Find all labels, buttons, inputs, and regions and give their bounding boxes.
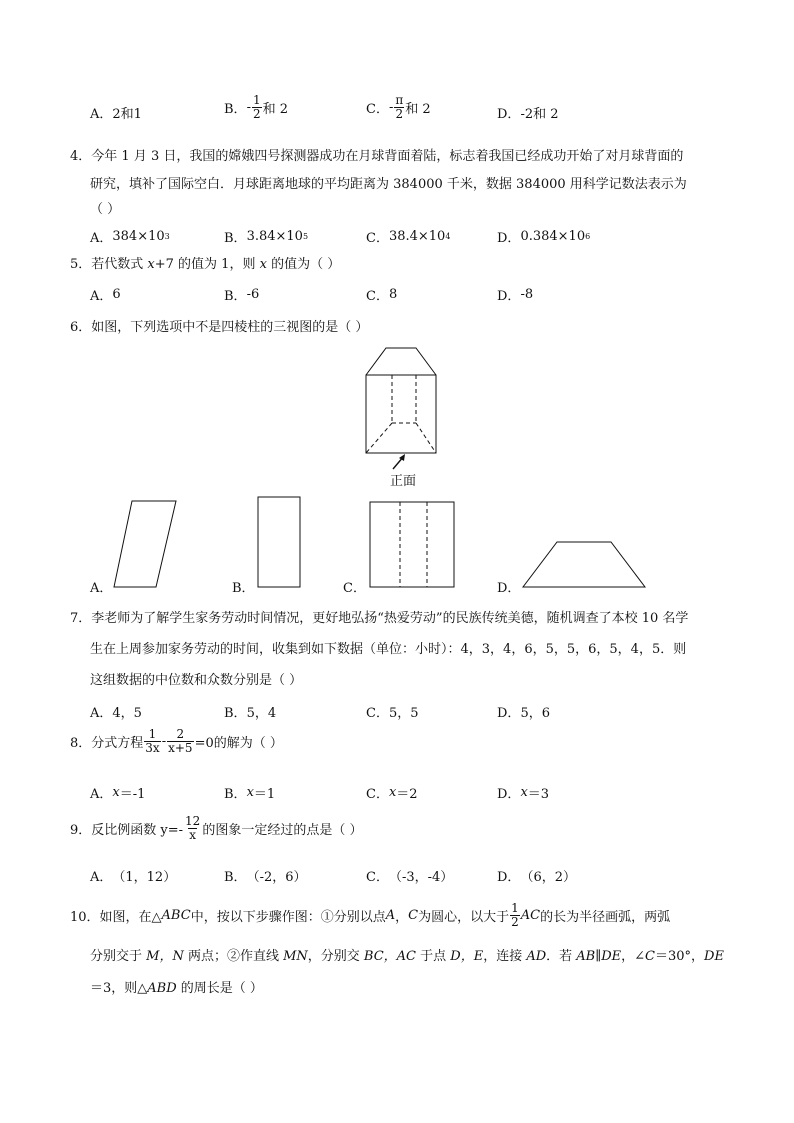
- q8-option-c[interactable]: C． x ＝2: [366, 785, 418, 802]
- q3-option-d[interactable]: D． -2和 2: [497, 107, 559, 122]
- q3-option-a[interactable]: A． 2和1: [90, 107, 142, 122]
- q7-stem-line-2: 生在上周参加家务劳动的时间，收集到如下数据（单位：小时）：4，3，4，6，5，5，6，5，4，5．则: [90, 642, 687, 657]
- q9-option-b[interactable]: B． （-2，6）: [224, 870, 307, 885]
- q4-option-b[interactable]: B． 3.84×10 5: [224, 229, 309, 246]
- q7-stem-line-1: 7．李老师为了解学生家务劳动时间情况，更好地弘扬“热爱劳动”的民族传统美德，随机调查了本校 10 名学: [70, 611, 689, 626]
- fraction: $\frac{12}{x}$: [185, 814, 201, 842]
- q4-option-c[interactable]: C． 38.4×10 4: [366, 229, 451, 246]
- q9-option-d[interactable]: D． （6，2）: [497, 870, 576, 885]
- q4-stem-line-1: 4．今年 1 月 3 日，我国的嫦娥四号探测器成功在月球背面着陆，标志着我国已经成功开始了对月球背面的: [70, 149, 684, 164]
- q10-stem-line-3: ＝3，则△ABD 的周长是（ ）: [90, 981, 263, 996]
- q4-option-a[interactable]: A． 384×10 3: [90, 229, 170, 246]
- prism-figure: [360, 343, 440, 461]
- q6-option-a-parallelogram: [112, 499, 182, 589]
- q6-option-c-rectangle-dashed: [368, 500, 456, 589]
- q10-stem-line-1: 10．如图，在△ ABC 中，按以下步骤作图：①分别以点 A ， C 为圆心，以大于 $\frac{1}{2}$ AC 的长为半径画弧，两弧: [70, 901, 671, 929]
- fraction: $\frac{\pi}{2}$: [395, 93, 404, 121]
- q8-option-d[interactable]: D． x ＝3: [497, 785, 550, 802]
- front-arrow-icon: [390, 452, 410, 472]
- q6-option-d-trapezoid: [519, 540, 649, 589]
- q5-option-a[interactable]: A． 6: [90, 287, 121, 304]
- q5-option-b[interactable]: B． -6: [224, 287, 260, 304]
- q9-option-a[interactable]: A． （1，12）: [90, 870, 177, 885]
- fraction: $\frac{2}{x+5}$: [168, 727, 193, 755]
- q5-option-d[interactable]: D． -8: [497, 287, 534, 304]
- q8-option-a[interactable]: A． x ＝-1: [90, 785, 146, 802]
- q3-option-b[interactable]: B． - $\frac{1}{2}$ 和 2: [224, 93, 289, 121]
- q7-option-d[interactable]: D． 5，6: [497, 706, 550, 721]
- q7-option-a[interactable]: A． 4，5: [90, 706, 142, 721]
- fraction: $\frac{1}{3x}$: [145, 727, 160, 755]
- q4-stem-line-3: （ ）: [90, 202, 121, 217]
- q8-option-b[interactable]: B． x ＝1: [224, 785, 276, 802]
- q6-stem: 6．如图，下列选项中不是四棱柱的三视图的是（ ）: [70, 320, 369, 335]
- q5-stem: 5．若代数式 x+7 的值为 1，则 x 的值为（ ）: [70, 257, 341, 272]
- q9-stem: 9．反比例函数 y=- $\frac{12}{x}$ 的图象一定经过的点是（ ）: [70, 814, 363, 842]
- fraction: $\frac{1}{2}$: [252, 93, 261, 121]
- q6-option-b[interactable]: B．: [232, 581, 255, 596]
- q6-option-a[interactable]: A．: [90, 581, 113, 596]
- front-label: 正面: [390, 474, 417, 489]
- q6-option-b-rectangle: [256, 495, 302, 589]
- q7-stem-line-3: 这组数据的中位数和众数分别是（ ）: [90, 673, 303, 688]
- q3-option-c[interactable]: C． - $\frac{\pi}{2}$ 和 2: [366, 93, 431, 121]
- q9-option-c[interactable]: C． （-3，-4）: [366, 870, 454, 885]
- q10-stem-line-2: 分别交于 M，N 两点；②作直线 MN，分别交 BC，AC 于点 D，E，连接 AD．若 AB∥DE，∠C＝30°，DE: [90, 949, 724, 964]
- q6-option-d[interactable]: D．: [497, 581, 521, 596]
- q7-option-c[interactable]: C． 5，5: [366, 706, 419, 721]
- q6-option-c[interactable]: C．: [343, 581, 366, 596]
- q4-stem-line-2: 研究，填补了国际空白．月球距离地球的平均距离为 384000 千米，数据 384000 用科学记数法表示为: [90, 177, 687, 192]
- q5-option-c[interactable]: C． 8: [366, 287, 398, 304]
- q4-option-d[interactable]: D． 0.384×10 6: [497, 229, 591, 246]
- q7-option-b[interactable]: B． 5，4: [224, 706, 277, 721]
- q8-stem: 8．分式方程 $\frac{1}{3x}$ - $\frac{2}{x+5}$ =0的解为（ ）: [70, 727, 283, 755]
- fraction: $\frac{1}{2}$: [511, 901, 519, 929]
